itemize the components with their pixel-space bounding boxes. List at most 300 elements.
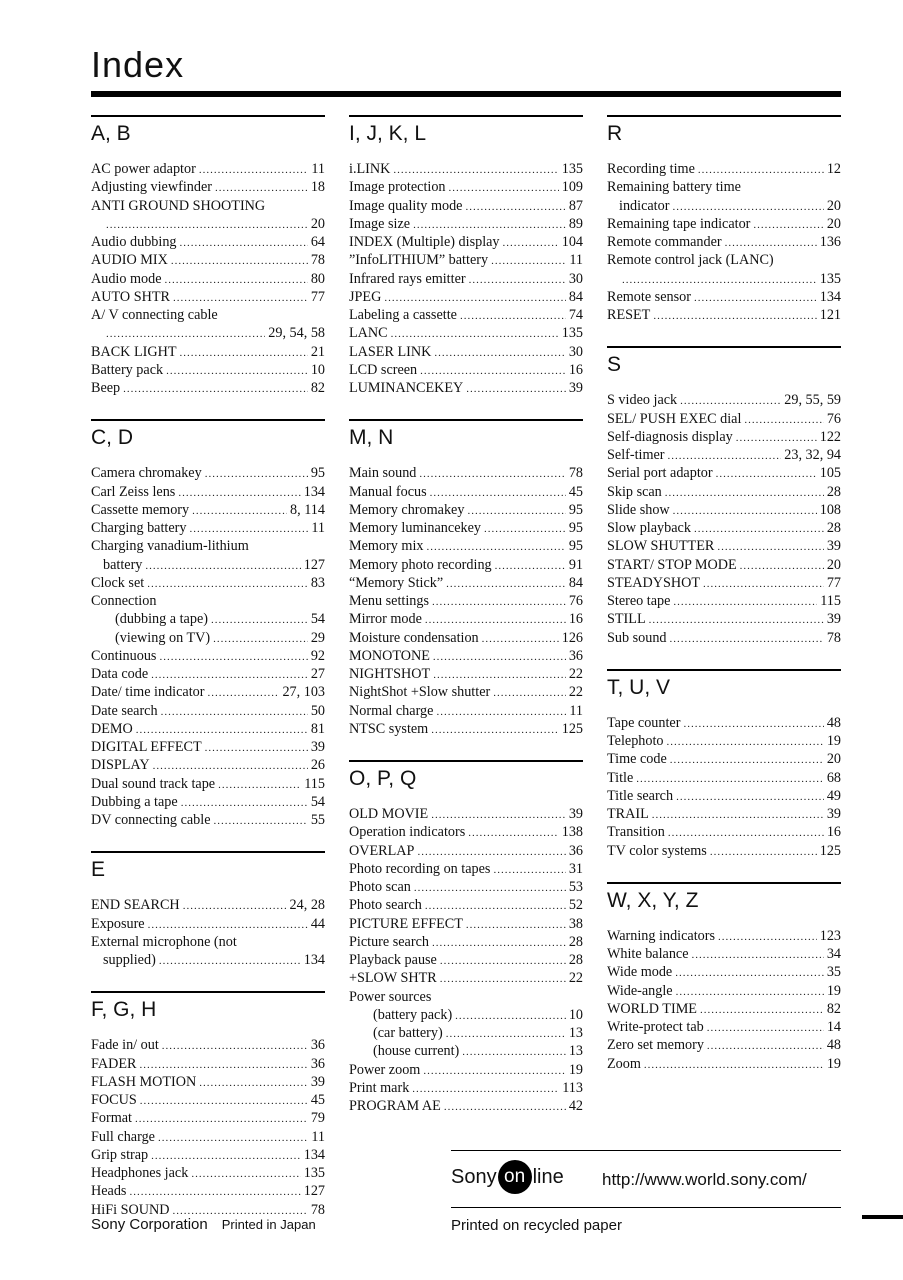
index-entry (607, 927, 841, 945)
leader-dots (159, 952, 301, 970)
leader-dots (466, 916, 566, 934)
entry-term: FOCUS (91, 1092, 137, 1108)
leader-dots (717, 538, 823, 556)
section-heading: O, P, Q (349, 767, 417, 790)
leader-dots (694, 289, 817, 307)
entry-term: DIGITAL EFFECT (91, 739, 202, 755)
entry-page-number: 104 (561, 234, 583, 250)
section-heading: I, J, K, L (349, 122, 427, 145)
leader-dots (465, 198, 565, 216)
entry-page-number: 78 (310, 1201, 325, 1218)
section-heading: S (607, 353, 622, 377)
entry-term: OVERLAP (349, 842, 415, 859)
entry-page-number: 36 (568, 842, 583, 859)
index-section (607, 669, 841, 860)
entry-page-number: 78 (310, 252, 325, 269)
entry-term: Image protection (349, 179, 446, 196)
entry-term: (house current) (373, 1043, 460, 1060)
index-section (91, 419, 325, 829)
entry-page-number: 39 (826, 538, 841, 555)
leader-dots (106, 216, 308, 234)
entry-page-number: 108 (819, 501, 841, 518)
leader-dots (215, 179, 308, 197)
index-entry (349, 915, 583, 933)
entry-term: Continuous (91, 647, 157, 664)
entry-term: Time code (607, 751, 667, 768)
entry-term: Date search (91, 702, 158, 719)
index-entry (349, 842, 583, 860)
leader-dots (503, 234, 559, 252)
entry-term: LUMINANCEKEY (349, 380, 464, 396)
entry-term: Title search (607, 787, 674, 804)
index-entry (349, 288, 583, 306)
leader-dots (173, 289, 308, 307)
index-entry (91, 1109, 325, 1127)
logo-sony: Sony (451, 1165, 497, 1188)
leader-dots (162, 1037, 308, 1055)
index-entry (91, 160, 325, 178)
index-entry (607, 823, 841, 841)
index-entry (607, 1000, 841, 1018)
entry-term: Fade in/ out (91, 1037, 159, 1054)
entry-term: Heads (91, 1183, 127, 1200)
leader-dots (183, 897, 287, 915)
index-entry (349, 896, 583, 914)
entry-term: Remote commander (607, 234, 722, 250)
entry-term: Grip strap (91, 1146, 149, 1163)
index-section (349, 115, 583, 397)
index-entry (91, 915, 325, 933)
entry-term: indicator (619, 197, 670, 214)
index-entry (91, 1073, 325, 1091)
entry-page-number: 105 (819, 465, 841, 482)
index-entry (607, 629, 841, 647)
index-entry (607, 1018, 841, 1036)
leader-dots (145, 557, 300, 575)
leader-dots (700, 1001, 824, 1019)
leader-dots (148, 916, 308, 934)
entry-page-number: 35 (826, 964, 841, 981)
index-entry (349, 1042, 583, 1060)
entry-term: Menu settings (349, 593, 429, 609)
leader-dots (652, 806, 824, 824)
entry-term: Wide mode (607, 964, 673, 981)
entry-page-number: 121 (819, 307, 841, 323)
entry-page-number: 27, 103 (282, 684, 325, 701)
index-entry (91, 215, 325, 233)
entry-page-number: 22 (568, 666, 583, 682)
leader-dots (430, 484, 566, 502)
entry-page-number: 83 (310, 574, 325, 591)
leader-dots (676, 983, 824, 1001)
index-entry (91, 1091, 325, 1109)
index-entry (91, 1036, 325, 1054)
entry-term: Charging battery (91, 520, 187, 536)
leader-dots (718, 928, 817, 946)
entry-term: i.LINK (349, 161, 391, 177)
entry-term: NIGHTSHOT (349, 666, 431, 682)
leader-dots (670, 630, 824, 648)
index-entry (349, 860, 583, 878)
leader-dots (166, 362, 308, 380)
index-entry (607, 945, 841, 963)
index-entry (91, 324, 325, 342)
entry-page-number: 12 (826, 161, 841, 177)
entry-term: LASER LINK (349, 343, 432, 360)
leader-dots (672, 198, 823, 216)
index-entry (91, 288, 325, 306)
index-entry (349, 324, 583, 342)
leader-dots (181, 794, 308, 812)
entry-term: Cassette memory (91, 501, 190, 518)
leader-dots (710, 843, 817, 861)
section-rule (349, 115, 583, 117)
leader-dots (744, 411, 823, 429)
logo-on-circle: on (498, 1160, 532, 1194)
index-entry (607, 574, 841, 592)
index-entry (349, 823, 583, 841)
section-heading: R (607, 122, 623, 145)
entry-page-number: 42 (568, 1098, 583, 1114)
index-entry (607, 537, 841, 555)
entry-page-number: 50 (310, 702, 325, 719)
index-entry (607, 556, 841, 574)
entry-term: Infrared rays emitter (349, 270, 466, 287)
entry-term: DISPLAY (91, 757, 150, 774)
leader-dots (460, 307, 566, 325)
index-entry (607, 982, 841, 1000)
leader-dots (214, 812, 308, 830)
entry-term: Clock set (91, 574, 145, 591)
leader-dots (446, 575, 566, 593)
entry-term: Audio dubbing (91, 234, 177, 250)
index-entry (607, 519, 841, 537)
index-entry (91, 665, 325, 683)
index-entry (349, 178, 583, 196)
index-entry-term: Charging vanadium-lithium (91, 538, 249, 555)
entry-term: Memory mix (349, 538, 424, 555)
entry-term: END SEARCH (91, 897, 180, 914)
index-entry (91, 720, 325, 738)
index-entry (349, 501, 583, 519)
index-entry (607, 592, 841, 610)
index-entry (607, 483, 841, 501)
leader-dots (482, 630, 559, 648)
entry-term: (car battery) (373, 1025, 443, 1041)
entry-page-number: 36 (568, 647, 583, 664)
entry-page-number: 89 (568, 215, 583, 232)
leader-dots (180, 344, 308, 362)
index-entry (607, 215, 841, 233)
entry-term: Serial port adaptor (607, 465, 713, 482)
entry-term: Slow playback (607, 520, 691, 536)
leader-dots (462, 1043, 566, 1061)
entry-term: INDEX (Multiple) display (349, 234, 500, 250)
entry-term: Normal charge (349, 702, 434, 719)
printed-in: Printed in Japan (221, 1217, 316, 1232)
entry-term: Operation indicators (349, 824, 466, 841)
entry-page-number: 53 (568, 879, 583, 895)
section-rule (349, 419, 583, 421)
entry-page-number: 11 (569, 702, 583, 719)
leader-dots (622, 271, 817, 289)
entry-term: PICTURE EFFECT (349, 915, 463, 932)
index-entry (349, 1097, 583, 1115)
index-entry (91, 1128, 325, 1146)
index-entry (349, 361, 583, 379)
index-entry (349, 1006, 583, 1024)
index-entry (607, 769, 841, 787)
index-entry (91, 775, 325, 793)
leader-dots (466, 380, 566, 398)
leader-dots (123, 380, 308, 398)
index-entry (349, 1079, 583, 1097)
entry-page-number: 10 (310, 361, 325, 378)
index-entry-term: External microphone (not (91, 933, 237, 950)
leader-dots (653, 307, 816, 325)
entry-term: Self-timer (607, 447, 665, 463)
leader-dots (740, 557, 824, 575)
leader-dots (129, 1183, 300, 1201)
leader-dots (449, 179, 559, 197)
entry-term: Photo recording on tapes (349, 860, 491, 877)
entry-page-number: 29 (310, 629, 325, 646)
entry-page-number: 39 (310, 739, 325, 755)
section-heading: F, G, H (91, 998, 157, 1022)
entry-term: Picture search (349, 933, 429, 950)
entry-term: Playback pause (349, 952, 437, 968)
entry-page-number: 87 (568, 197, 583, 214)
index-entry (349, 519, 583, 537)
index-entry (91, 519, 325, 537)
entry-page-number: 20 (826, 556, 841, 573)
entry-page-number: 39 (826, 806, 841, 822)
index-entry (349, 306, 583, 324)
index-entry (349, 647, 583, 665)
index-section (607, 346, 841, 647)
index-entry-term: Connection (91, 593, 157, 609)
entry-term: AUTO SHTR (91, 288, 170, 305)
entry-page-number: 39 (310, 1073, 325, 1090)
entry-page-number: 76 (568, 593, 583, 609)
entry-term: Warning indicators (607, 927, 715, 944)
entry-term: Print mark (349, 1079, 410, 1096)
entry-term: DV connecting cable (91, 812, 211, 828)
index-entry (349, 951, 583, 969)
leader-dots (205, 739, 308, 757)
index-entry (607, 963, 841, 981)
entry-page-number: 79 (310, 1110, 325, 1127)
entry-term: SEL/ PUSH EXEC dial (607, 410, 742, 427)
entry-term: Photo search (349, 897, 422, 914)
entry-page-number: 28 (826, 483, 841, 500)
leader-dots (199, 161, 309, 179)
entry-term: Dual sound track tape (91, 775, 216, 792)
leader-dots (151, 1147, 301, 1165)
entry-page-number: 54 (310, 793, 325, 810)
entry-page-number: 109 (561, 179, 583, 196)
index-entry (91, 556, 325, 574)
index-section (349, 419, 583, 738)
index-entry-term: Power sources (349, 988, 432, 1005)
index-entry (607, 732, 841, 750)
leader-dots (444, 1098, 566, 1116)
page-title: Index (91, 44, 185, 85)
entry-term: Adjusting viewfinder (91, 179, 212, 196)
entry-page-number: 30 (568, 270, 583, 287)
leader-dots (436, 703, 566, 721)
index-entry (91, 178, 325, 196)
index-entry (349, 592, 583, 610)
entry-page-number: 27 (310, 666, 325, 682)
entry-term: Audio mode (91, 270, 162, 287)
leader-dots (493, 684, 566, 702)
index-entry (91, 343, 325, 361)
entry-page-number: 135 (303, 1165, 325, 1181)
leader-dots (158, 1129, 308, 1147)
entry-term: START/ STOP MODE (607, 556, 737, 573)
index-entry (607, 270, 841, 288)
entry-page-number: 115 (304, 775, 325, 792)
entry-page-number: 31 (568, 860, 583, 877)
entry-term: FADER (91, 1055, 137, 1072)
entry-term: +SLOW SHTR (349, 970, 437, 987)
leader-dots (446, 1025, 566, 1043)
entry-term: (battery pack) (373, 1006, 453, 1023)
section-rule (607, 669, 841, 671)
index-entry (607, 787, 841, 805)
entry-term: Full charge (91, 1128, 155, 1145)
index-entry (349, 343, 583, 361)
entry-term: Image quality mode (349, 197, 463, 214)
leader-dots (670, 751, 824, 769)
entry-term: Moisture condensation (349, 629, 479, 646)
index-entry (349, 574, 583, 592)
index-entry-term: Remote control jack (LANC) (607, 252, 774, 269)
index-entry (91, 251, 325, 269)
leader-dots (417, 843, 565, 861)
section-rule (607, 346, 841, 348)
entry-page-number: 19 (826, 733, 841, 749)
entry-page-number: 11 (311, 520, 325, 536)
index-entry (91, 738, 325, 756)
leader-dots (753, 216, 823, 234)
leader-dots (649, 611, 824, 629)
leader-dots (413, 216, 566, 234)
entry-page-number: 91 (568, 556, 583, 573)
entry-term: Battery pack (91, 361, 164, 378)
index-section (91, 851, 325, 969)
entry-page-number: 81 (310, 720, 325, 737)
entry-page-number: 36 (310, 1055, 325, 1072)
entry-term: Photo scan (349, 879, 411, 895)
leader-dots (703, 575, 824, 593)
index-entry (349, 233, 583, 251)
entry-term: OLD MOVIE (349, 806, 429, 822)
index-entry (607, 410, 841, 428)
index-entry (607, 610, 841, 628)
entry-page-number: 135 (561, 325, 583, 342)
entry-page-number: 23, 32, 94 (784, 447, 841, 463)
entry-term: Slide show (607, 501, 670, 518)
index-entry (91, 647, 325, 665)
entry-term: Headphones jack (91, 1165, 189, 1181)
entry-page-number: 84 (568, 574, 583, 591)
entry-page-number: 92 (310, 647, 325, 664)
entry-term: Skip scan (607, 483, 662, 500)
index-entry (91, 379, 325, 397)
leader-dots (414, 879, 566, 897)
index-entry (91, 683, 325, 701)
website-url: http://www.world.sony.com/ (602, 1170, 807, 1189)
section-rule (91, 115, 325, 117)
leader-dots (171, 252, 308, 270)
entry-page-number: 19 (826, 982, 841, 999)
index-entry (607, 428, 841, 446)
entry-page-number: 38 (568, 915, 583, 932)
entry-page-number: 122 (819, 428, 841, 445)
index-entry (91, 629, 325, 647)
section-rule (91, 991, 325, 993)
leader-dots (673, 502, 817, 520)
entry-term: Exposure (91, 915, 145, 932)
section-rule (607, 882, 841, 884)
entry-term: Memory photo recording (349, 556, 492, 573)
index-entry (607, 464, 841, 482)
entry-term: (dubbing a tape) (115, 611, 208, 628)
entry-page-number: 82 (310, 380, 325, 396)
footer-rule-bottom (451, 1207, 841, 1208)
index-entry (91, 1146, 325, 1164)
entry-term: battery (103, 556, 143, 573)
leader-dots (151, 666, 308, 684)
leader-dots (495, 557, 566, 575)
leader-dots (440, 970, 566, 988)
leader-dots (211, 611, 308, 629)
leader-dots (676, 788, 824, 806)
entry-page-number: 24, 28 (289, 897, 325, 914)
index-entry (349, 720, 583, 738)
entry-page-number: 113 (562, 1079, 583, 1096)
entry-page-number: 13 (568, 1043, 583, 1060)
index-entry (91, 361, 325, 379)
leader-dots (207, 684, 279, 702)
entry-term: Date/ time indicator (91, 684, 205, 701)
leader-dots (391, 325, 559, 343)
leader-dots (423, 1062, 565, 1080)
entry-term: Transition (607, 824, 665, 841)
leader-dots (218, 776, 301, 794)
index-section (91, 115, 325, 397)
index-entry (91, 270, 325, 288)
entry-term: PROGRAM AE (349, 1098, 441, 1114)
entry-term: Remote sensor (607, 288, 691, 305)
entry-term: LCD screen (349, 361, 418, 378)
leader-dots (213, 630, 308, 648)
entry-term: Telephoto (607, 733, 664, 749)
entry-page-number: 126 (561, 629, 583, 646)
entry-page-number: 28 (568, 933, 583, 950)
leader-dots (665, 484, 824, 502)
index-entry (349, 251, 583, 269)
leader-dots (440, 952, 566, 970)
entry-term: Sub sound (607, 629, 667, 646)
entry-term: Title (607, 769, 634, 786)
entry-page-number: 49 (826, 787, 841, 804)
leader-dots (668, 447, 782, 465)
leader-dots (484, 520, 566, 538)
index-entry (607, 714, 841, 732)
